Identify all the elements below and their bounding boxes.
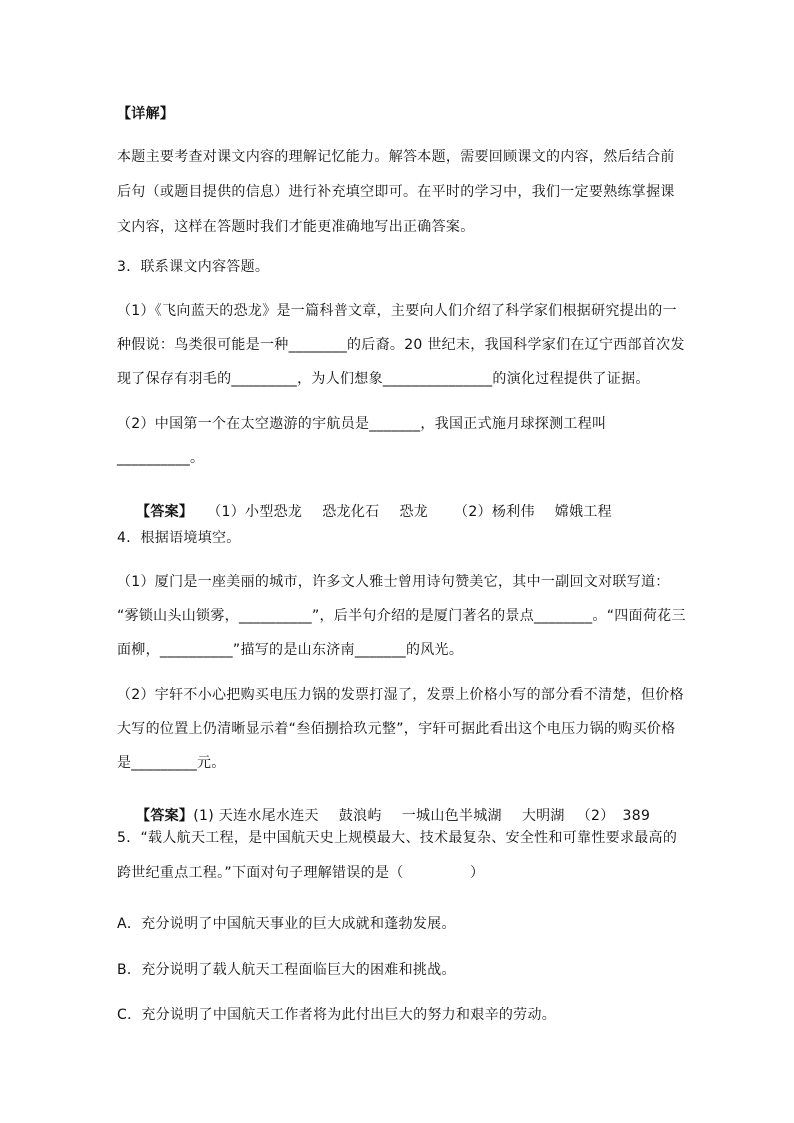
q4-part1-line-1: （1）厦门是一座美丽的城市，许多文人雅士曾用诗句赞美它，其中一副回文对联写道： (117, 574, 670, 590)
q5-stem-line-1: 5．“载人航天工程，是中国航天史上规模最大、技术最复杂、安全性和可靠性要求最高的 (117, 830, 678, 846)
q3-part2-line-1: （2）中国第一个在太空遨游的宇航员是_______，我国正式施月球探测工程叫 (117, 416, 607, 432)
q5-option-c: C．充分说明了中国航天工作者将为此付出巨大的努力和艰辛的劳动。 (117, 1007, 557, 1023)
answer-item: (1) 天连水尾水连天 (193, 808, 319, 824)
q5-stem-line-2: 跨世纪重点工程。”下面对句子理解错误的是（ ） (117, 865, 485, 881)
q4-part1-line-2: “雾锁山头山锁雾，__________”，后半句介绍的是厦门著名的景点________。“四面荷花三 (117, 608, 686, 624)
answer-item: 鼓浪屿 (338, 808, 382, 824)
answer-item: 389 (622, 808, 651, 824)
answer-label: 【答案】 (136, 808, 194, 824)
answer-label: 【答案】 (136, 504, 194, 520)
q3-part1-line-1: （1）《飞向蓝天的恐龙》是一篇科普文章，主要向人们介绍了科学家们根据研究提出的一 (117, 303, 677, 319)
answer-item: 恐龙化石 (322, 504, 380, 520)
q5-option-a: A．充分说明了中国航天事业的巨大成就和蓬勃发展。 (117, 916, 456, 932)
q4-part2-line-1: （2）宇轩不小心把购买电压力锅的发票打湿了，发票上价格小写的部分看不清楚，但价格 (117, 687, 684, 703)
answer-item: 大明湖 (521, 808, 565, 824)
q5-option-b: B．充分说明了载人航天工程面临巨大的困难和挑战。 (117, 962, 456, 978)
q3-part1-line-2: 种假说：鸟类很可能是一种________的后裔。20 世纪末，我国科学家们在辽宁西部首次发 (117, 337, 685, 353)
detail-line-2: 后句（或题目提供的信息）进行补充填空即可。在平时的学习中，我们一定要熟练掌握课 (117, 184, 675, 200)
q3-title: 3．联系课文内容答题。 (117, 259, 270, 275)
answer-item: （1）小型恐龙 (207, 504, 303, 520)
q4-part1-line-3: 面柳，__________”描写的是山东济南_______的风光。 (117, 642, 464, 658)
q4-title: 4．根据语境填空。 (117, 530, 241, 546)
answer-item: （2）杨利伟 (454, 504, 535, 520)
q3-part2-line-2: __________。 (117, 450, 205, 466)
answer-item: 一城山色半城湖 (401, 808, 502, 824)
answer-item: 恐龙 (399, 504, 429, 520)
answer-item: 嫦娥工程 (554, 504, 612, 520)
detail-line-1: 本题主要考查对课文内容的理解记忆能力。解答本题，需要回顾课文的内容，然后结合前 (117, 149, 675, 165)
q4-part2-line-2: 大写的位置上仍清晰显示着“叁佰捌拾玖元整”，宇轩可据此看出这个电压力锅的购买价格 (117, 721, 676, 737)
q4-part2-line-3: 是_________元。 (117, 755, 226, 771)
detail-label: 【详解】 (117, 106, 175, 122)
answer-item: （2） (576, 808, 615, 824)
detail-line-3: 文内容，这样在答题时我们才能更准确地写出正确答案。 (117, 219, 475, 235)
q3-part1-line-3: 现了保存有羽毛的_________，为人们想象_______________的演化过程提供了证据。 (117, 371, 650, 387)
